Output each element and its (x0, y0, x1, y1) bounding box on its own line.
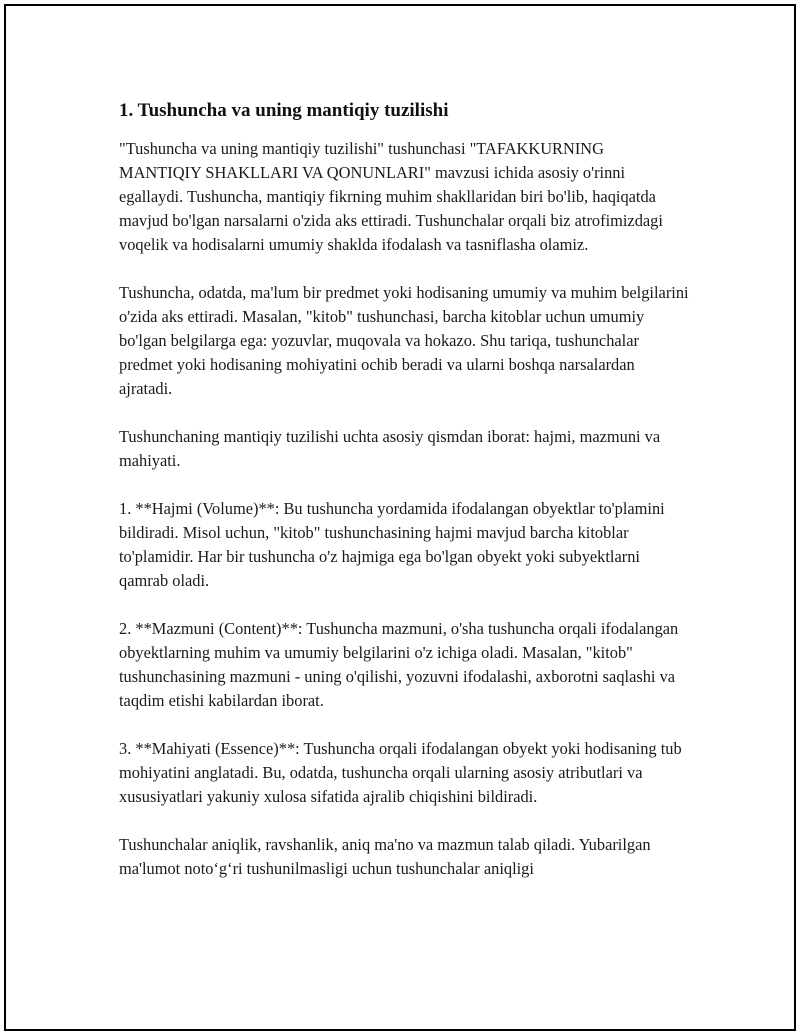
page-frame (4, 4, 796, 1031)
paragraph-essence: 3. **Mahiyati (Essence)**: Tushuncha orqali ifodalangan obyekt yoki hodisaning tub mohiyatini anglatadi. Bu, odatda, tushuncha orqali ularning asosiy atributlari va xususiyatlari yakuniy xulosa sifatida ajralib chiqishini bildiradi. (119, 739, 682, 806)
section-heading: 1. Tushuncha va uning mantiqiy tuzilishi (119, 100, 449, 121)
paragraph-intro: "Tushuncha va uning mantiqiy tuzilishi" tushunchasi "TAFAKKURNING MANTIQIY SHAKLLARI VA QONUNLARI" mavzusi ichida asosiy o'rinni egallaydi. Tushuncha, mantiqiy fikrning muhim shakllaridan biri bo'lib, haqiqatda mavjud bo'lgan narsalarni o'zida aks ettiradi. Tushunchalar orqali biz atrofimizdagi voqelik va hodisalarni umumiy shaklda ifodalash va tasniflasha olamiz. (119, 139, 663, 254)
document-body (119, 98, 689, 905)
paragraph-volume: 1. **Hajmi (Volume)**: Bu tushuncha yordamida ifodalangan obyektlar to'plamini bildiradi. Misol uchun, "kitob" tushunchasining hajmi mavjud barcha kitoblar to'plamidir. Har bir tushuncha o'z hajmiga ega bo'lgan obyekt yoki subyektlarni qamrab oladi. (119, 499, 665, 590)
paragraph-content: 2. **Mazmuni (Content)**: Tushuncha mazmuni, o'sha tushuncha orqali ifodalangan obyektlarning muhim va umumiy belgilarini o'z ichiga oladi. Masalan, "kitob" tushunchasining mazmuni - uning o'qilishi, yozuvni ifodalashi, axborotni saqlashi va taqdim etishi kabilardan iborat. (119, 619, 679, 710)
paragraph-closing: Tushunchalar aniqlik, ravshanlik, aniq ma'no va mazmun talab qiladi. Yubarilgan ma'lumot noto‘g‘ri tushunilmasligi uchun tushunchalar aniqligi (119, 835, 651, 878)
paragraph-definition: Tushuncha, odatda, ma'lum bir predmet yoki hodisaning umumiy va muhim belgilarini o'zida aks ettiradi. Masalan, "kitob" tushunchasi, barcha kitoblar uchun umumiy bo'lgan belgilarga ega: yozuvlar, muqovala va hokazo. Shu tariqa, tushunchalar predmet yoki hodisaning mohiyatini ochib beradi va ularni boshqa narsalardan ajratadi. (119, 283, 689, 398)
paragraph-structure: Tushunchaning mantiqiy tuzilishi uchta asosiy qismdan iborat: hajmi, mazmuni va mahiyati. (119, 427, 661, 470)
